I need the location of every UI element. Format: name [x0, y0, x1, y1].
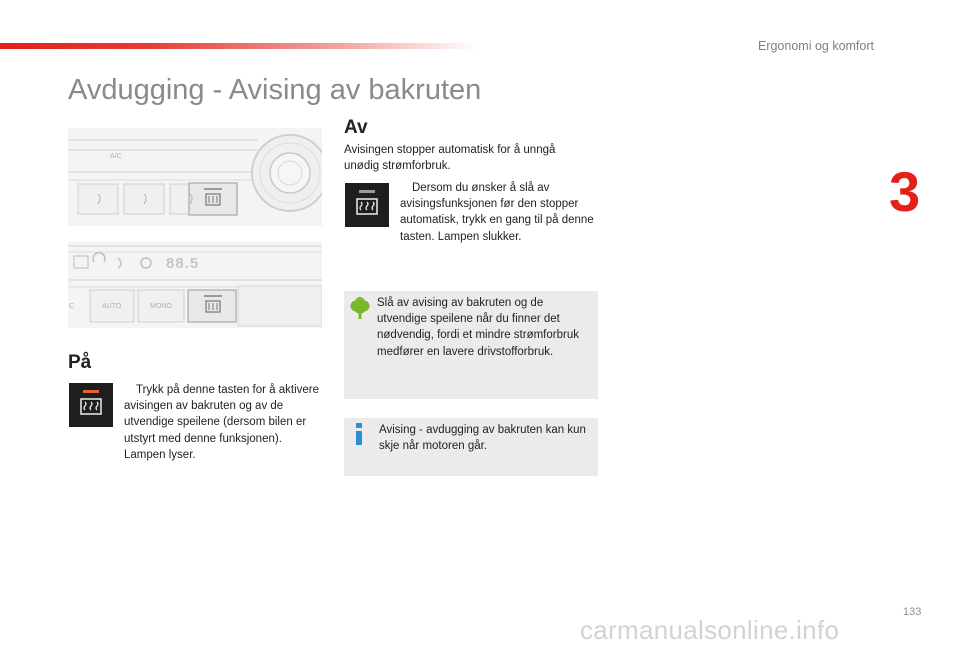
chapter-number: 3 [889, 160, 921, 223]
mono-label: MONO [150, 303, 172, 310]
section-label: Ergonomi og komfort [757, 39, 874, 53]
on-section-heading: På [68, 352, 92, 373]
off-section-instruction: Dersom du ønsker å slå av avisingsfunksjonen før den stopper automatisk, trykk en gang til på denne tasten. Lampen slukker. [400, 182, 594, 243]
display-readout: 88.5 [166, 255, 200, 272]
eco-note-text: Slå av avising av bakruten og de utvendige speilene når du finner det nødvendig, fordi et mindre strømforbruk medfører en lavere drivstofforbruk. [377, 297, 579, 358]
control-panel-bottom-illustration [68, 242, 322, 328]
off-section-heading: Av [344, 117, 368, 138]
header-red-bar [0, 43, 480, 49]
info-icon [353, 423, 367, 445]
page-number: 133 [903, 606, 922, 618]
rear-defrost-on-icon-box [69, 383, 113, 427]
rear-defrost-on-icon [69, 383, 113, 427]
watermark: carmanualsonline.info [580, 615, 840, 645]
rear-defrost-off-icon-box [345, 183, 389, 227]
auto-label: AUTO [102, 303, 122, 310]
left-partial-label: C [69, 303, 75, 310]
ac-label: A/C [110, 153, 122, 160]
eco-tree-icon [349, 297, 371, 321]
rear-defrost-off-icon [345, 183, 389, 227]
on-section-instruction: Trykk på denne tasten for å aktivere avisingen av bakruten og av de utvendige speilene (dersom bilen er utstyrt med denne funksjonen). Lampen lyser. [124, 384, 320, 461]
info-note-text: Avising - avdugging av bakruten kan kun skje når motoren går. [379, 424, 586, 453]
page-title: Avdugging - Avising av bakruten [68, 74, 482, 106]
off-section-intro: Avisingen stopper automatisk for å unngå unødig strømforbruk. [344, 144, 556, 173]
eco-note-box [344, 291, 598, 399]
on-section-text [124, 382, 324, 463]
off-section-text [400, 180, 600, 245]
control-panel-top-illustration [68, 128, 322, 226]
info-note-box [344, 418, 598, 476]
